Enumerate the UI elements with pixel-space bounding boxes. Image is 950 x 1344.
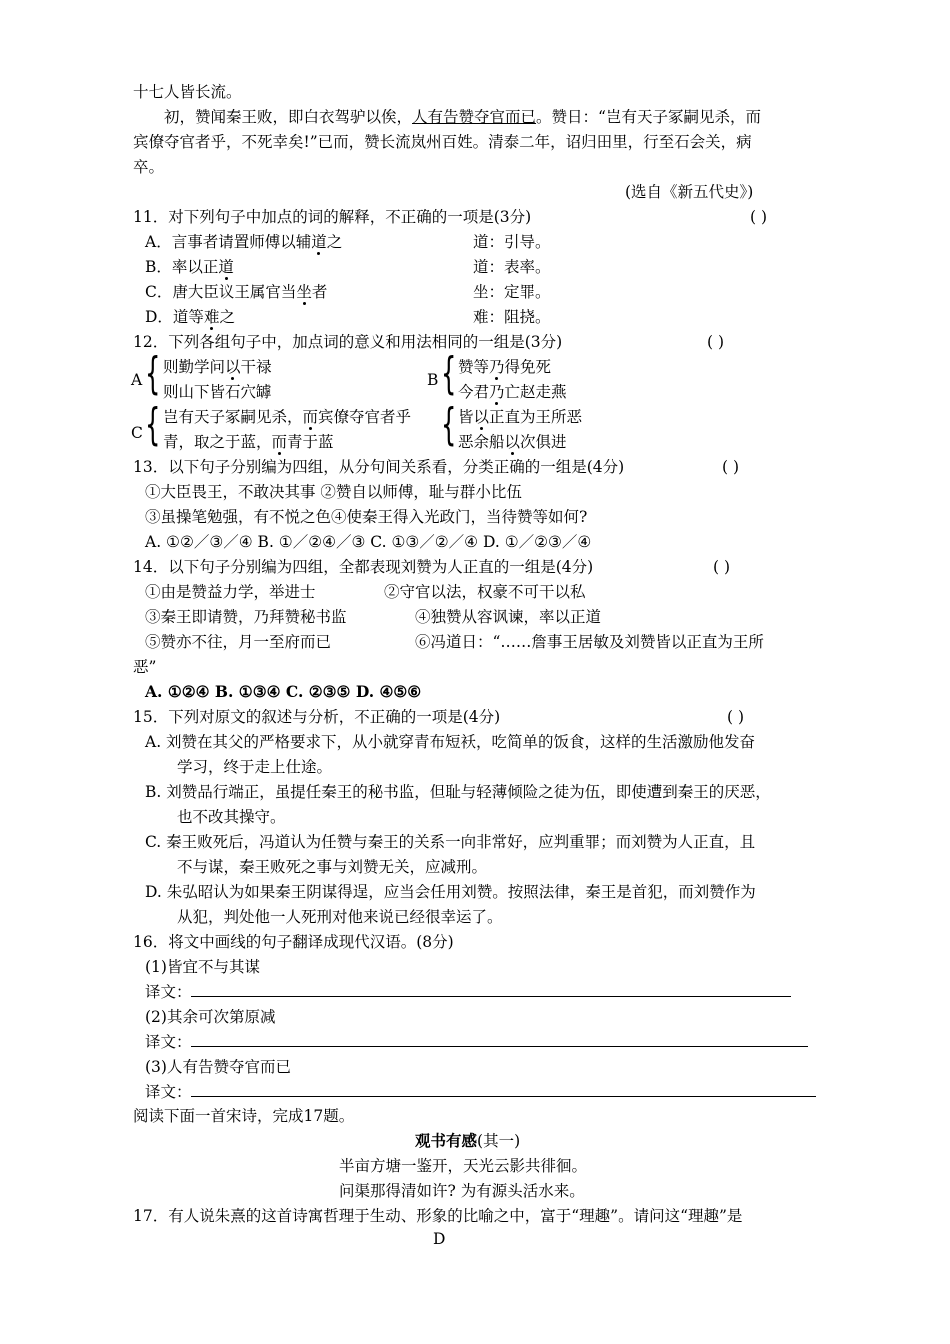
translate-sentence-2: (2)其余可次第原减	[145, 1008, 276, 1026]
question-14-item: ②守官以法，权豪不可干以私	[384, 583, 586, 601]
question-14-item: ①由是赞益力学，举进士	[145, 583, 316, 601]
question-14-item: ③秦王即请赞，乃拜赞秘书监	[145, 608, 347, 626]
question-14-item: ⑤赞亦不往，月一至府而已	[145, 633, 332, 651]
dotted-word: 乃	[489, 358, 505, 376]
poem-line-1: 半亩方塘一鉴开，天光云影共徘徊。	[339, 1157, 588, 1175]
option-b: B. 刘赞品行端正，虽提任秦王的秘书监，但耻与轻薄倾险之徒为伍，即使遭到秦王的厌恶，	[145, 783, 771, 801]
dotted-word: 道	[311, 233, 327, 251]
option-b: B．率以正道	[145, 258, 234, 276]
option-c: C. 秦王败死后，冯道认为任赞与秦王的关系一向非常好，应判重罪；而刘赞为人正直，且	[145, 833, 756, 851]
poem-line-2: 问渠那得清如许? 为有源头活水来。	[339, 1182, 585, 1200]
source-citation: (选自《新五代史》)	[625, 183, 754, 201]
option-c-gloss: 坐：定罪。	[473, 283, 551, 301]
brace-a: {	[145, 348, 161, 399]
option-b-gloss: 道：表率。	[473, 258, 551, 276]
translation-label: 译文：	[145, 1033, 192, 1051]
passage-line: 十七人皆长流。	[133, 83, 242, 101]
dotted-word: 以	[473, 408, 490, 426]
group-label-a: A	[131, 371, 143, 389]
group-b-line1: 赞等乃得免死	[458, 358, 552, 376]
question-13-line: ③虽操笔勉强，有不悦之色④使秦王得入光政门，当待赞等如何?	[145, 508, 588, 526]
underlined-sentence-3: 人有告赞夺官而已	[412, 108, 537, 126]
group-label-c: C	[131, 424, 143, 442]
option-d-cont: 从犯，判处他一人死刑对他来说已经很幸运了。	[177, 908, 503, 926]
translation-label: 译文：	[145, 983, 192, 1001]
dotted-word: 道	[218, 258, 234, 276]
question-16-stem: 16．将文中画线的句子翻译成现代汉语。(8分)	[133, 933, 454, 951]
dotted-word: 坐	[296, 283, 312, 301]
dotted-word: 而	[302, 408, 319, 426]
answer-blank-1[interactable]	[191, 996, 791, 997]
question-14-item: 恶”	[133, 658, 157, 676]
answer-blank-3[interactable]	[191, 1096, 816, 1097]
passage-line: 卒。	[133, 158, 165, 176]
option-a-gloss: 道：引导。	[473, 233, 551, 251]
answer-blank-2[interactable]	[191, 1046, 808, 1047]
brace-c: {	[145, 399, 161, 450]
question-13-line: ①大臣畏王，不敢决其事 ②赞自以师傅，耻与群小比伍	[145, 483, 522, 501]
group-b-line2: 今君乃亡赵走燕	[458, 383, 567, 401]
dotted-word: 以	[504, 433, 521, 451]
question-13-stem: 13．以下句子分别编为四组，从分句间关系看，分类正确的一组是(4分)	[133, 458, 625, 476]
group-a-line1: 则勤学问以干禄	[163, 358, 272, 376]
group-a-line2: 则山下皆石穴罅	[163, 383, 272, 401]
dotted-word: 乃	[489, 383, 505, 401]
dotted-word: 而	[271, 433, 288, 451]
option-c-cont: 不与谋，秦王败死之事与刘赞无关，应减刑。	[177, 858, 488, 876]
group-c-line2: 青，取之于蓝，而青于蓝	[163, 433, 334, 451]
option-d-gloss: 难：阻挠。	[473, 308, 551, 326]
option-d: D. 朱弘昭认为如果秦王阴谋得逞，应当会任用刘赞。按照法律，秦王是首犯，而刘赞作为	[145, 883, 756, 901]
question-14-answers: A. ①②④ B. ①③④ C. ②③⑤ D. ④⑤⑥	[145, 682, 422, 701]
page-footer-letter: D	[433, 1230, 446, 1248]
group-label-b: B	[427, 371, 439, 389]
group-c-line1: 岂有天子冢嗣见杀，而宾僚夺官者乎	[163, 408, 412, 426]
option-c: C．唐大臣议王属官当坐者	[145, 283, 328, 301]
question-14-item: ④独赞从容讽谏，率以正道	[415, 608, 602, 626]
group-d-line1: 皆以正直为王所恶	[458, 408, 583, 426]
group-d-line2: 恶余船以次俱进	[458, 433, 567, 451]
dotted-word: 以	[225, 358, 241, 376]
question-15-stem: 15．下列对原文的叙述与分析，不正确的一项是(4分)	[133, 708, 501, 726]
option-a-cont: 学习，终于走上仕途。	[177, 758, 333, 776]
brace-d: {	[441, 399, 457, 450]
question-11-stem: 11．对下列句子中加点的词的解释，不正确的一项是(3分)	[133, 208, 532, 226]
answer-paren: ( )	[713, 558, 731, 576]
answer-paren: ( )	[727, 708, 745, 726]
option-d: D．道等难之	[145, 308, 235, 326]
option-a: A．言事者请置师傅以辅道之	[145, 233, 343, 251]
passage-line: 宾僚夺官者乎，不死幸矣!”已而，赞长流岚州百姓。清泰二年，诏归田里，行至石会关，病	[133, 133, 752, 151]
option-b-cont: 也不改其操守。	[177, 808, 286, 826]
question-14-stem: 14．以下句子分别编为四组，全都表现刘赞为人正直的一组是(4分)	[133, 558, 594, 576]
translate-sentence-1: (1)皆宜不与其谋	[145, 958, 260, 976]
question-13-answers: A. ①②／③／④ B. ①／②④／③ C. ①③／②／④ D. ①／②③／④	[145, 533, 592, 551]
translation-label: 译文：	[145, 1083, 192, 1101]
brace-b: {	[441, 348, 457, 399]
answer-paren: ( )	[707, 333, 725, 351]
question-17-stem: 17．有人说朱熹的这首诗寓哲理于生动、形象的比喻之中，富于“理趣”。请问这“理趣”是	[133, 1207, 743, 1225]
question-12-stem: 12．下列各组句子中，加点词的意义和用法相同的一组是(3分)	[133, 333, 563, 351]
answer-paren: ( )	[722, 458, 740, 476]
passage-paragraph: 初，赞闻秦王败，即白衣驾驴以俟，人有告赞夺官而已。赞日：“岂有天子冢嗣见杀，而	[164, 108, 761, 126]
dotted-word: 难	[203, 308, 220, 326]
question-14-item: ⑥冯道日：“……詹事王居敏及刘赞皆以正直为王所	[415, 633, 764, 651]
poem-title: 观书有感(其一)	[415, 1131, 521, 1150]
translate-sentence-3: (3)人有告赞夺官而已	[145, 1058, 291, 1076]
poem-intro: 阅读下面一首宋诗，完成17题。	[133, 1107, 355, 1125]
answer-paren: ( )	[750, 208, 768, 226]
option-a: A. 刘赞在其父的严格要求下，从小就穿青布短袄，吃简单的饭食，这样的生活激励他发奋	[145, 733, 756, 751]
